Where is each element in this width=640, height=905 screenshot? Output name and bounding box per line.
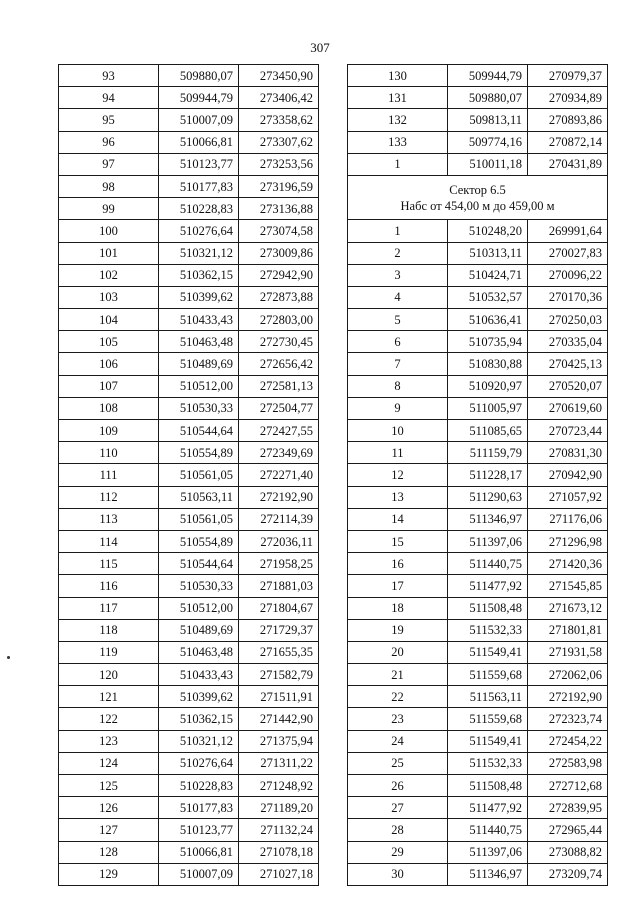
y-coordinate-cell: 272712,68 (528, 775, 608, 797)
x-coordinate-cell: 511440,75 (448, 553, 528, 575)
y-coordinate-cell: 271673,12 (528, 597, 608, 619)
point-number-cell: 113 (59, 508, 159, 530)
table-row (59, 775, 319, 797)
x-coordinate-cell: 510424,71 (448, 264, 528, 286)
point-number-cell: 118 (59, 619, 159, 641)
point-number-cell: 18 (348, 597, 448, 619)
y-coordinate-cell: 272062,06 (528, 664, 608, 686)
x-coordinate-cell: 510313,11 (448, 242, 528, 264)
table-row (348, 309, 608, 331)
y-coordinate-cell: 271881,03 (239, 575, 319, 597)
point-number-cell: 14 (348, 508, 448, 530)
table-row (348, 863, 608, 885)
x-coordinate-cell: 510554,89 (159, 530, 239, 552)
table-row (59, 708, 319, 730)
point-number-cell: 8 (348, 375, 448, 397)
x-coordinate-cell: 511532,33 (448, 752, 528, 774)
point-number-cell: 104 (59, 309, 159, 331)
point-number-cell: 16 (348, 553, 448, 575)
x-coordinate-cell: 510561,05 (159, 464, 239, 486)
y-coordinate-cell: 271078,18 (239, 841, 319, 863)
y-coordinate-cell: 271296,98 (528, 530, 608, 552)
y-coordinate-cell: 273450,90 (239, 65, 319, 87)
point-number-cell: 19 (348, 619, 448, 641)
y-coordinate-cell: 271057,92 (528, 486, 608, 508)
point-number-cell: 24 (348, 730, 448, 752)
point-number-cell: 7 (348, 353, 448, 375)
y-coordinate-cell: 271248,92 (239, 775, 319, 797)
table-row (59, 619, 319, 641)
point-number-cell: 112 (59, 486, 159, 508)
x-coordinate-cell: 509944,79 (159, 87, 239, 109)
table-row (348, 331, 608, 353)
table-row (59, 65, 319, 87)
y-coordinate-cell: 271420,36 (528, 553, 608, 575)
y-coordinate-cell: 273209,74 (528, 863, 608, 885)
table-row (59, 286, 319, 308)
table-row (59, 664, 319, 686)
table-row (59, 797, 319, 819)
point-number-cell: 21 (348, 664, 448, 686)
x-coordinate-cell: 510276,64 (159, 752, 239, 774)
x-coordinate-cell: 511397,06 (448, 530, 528, 552)
sector-title: Сектор 6.5 (449, 182, 506, 197)
point-number-cell: 11 (348, 442, 448, 464)
point-number-cell: 15 (348, 530, 448, 552)
point-number-cell: 9 (348, 397, 448, 419)
y-coordinate-cell: 270872,14 (528, 131, 608, 153)
point-number-cell: 125 (59, 775, 159, 797)
table-row (59, 131, 319, 153)
table-row (348, 775, 608, 797)
x-coordinate-cell: 511477,92 (448, 797, 528, 819)
point-number-cell: 132 (348, 109, 448, 131)
x-coordinate-cell: 510830,88 (448, 353, 528, 375)
x-coordinate-cell: 511549,41 (448, 641, 528, 663)
table-row (59, 686, 319, 708)
point-number-cell: 29 (348, 841, 448, 863)
y-coordinate-cell: 273074,58 (239, 220, 319, 242)
y-coordinate-cell: 271801,81 (528, 619, 608, 641)
x-coordinate-cell: 510362,15 (159, 708, 239, 730)
table-row (348, 752, 608, 774)
point-number-cell: 117 (59, 597, 159, 619)
table-row (59, 242, 319, 264)
table-row (348, 686, 608, 708)
point-number-cell: 105 (59, 331, 159, 353)
y-coordinate-cell: 270027,83 (528, 242, 608, 264)
x-coordinate-cell: 510561,05 (159, 508, 239, 530)
table-row (348, 264, 608, 286)
table-row (348, 353, 608, 375)
x-coordinate-cell: 511559,68 (448, 708, 528, 730)
point-number-cell: 5 (348, 309, 448, 331)
point-number-cell: 20 (348, 641, 448, 663)
x-coordinate-cell: 510007,09 (159, 109, 239, 131)
y-coordinate-cell: 270520,07 (528, 375, 608, 397)
point-number-cell: 99 (59, 198, 159, 220)
point-number-cell: 123 (59, 730, 159, 752)
x-coordinate-cell: 510228,83 (159, 198, 239, 220)
y-coordinate-cell: 271132,24 (239, 819, 319, 841)
point-number-cell: 111 (59, 464, 159, 486)
x-coordinate-cell: 511228,17 (448, 464, 528, 486)
x-coordinate-cell: 510554,89 (159, 442, 239, 464)
table-row (348, 420, 608, 442)
y-coordinate-cell: 270431,89 (528, 153, 608, 175)
x-coordinate-cell: 511290,63 (448, 486, 528, 508)
y-coordinate-cell: 270934,89 (528, 87, 608, 109)
point-number-cell: 129 (59, 863, 159, 885)
point-number-cell: 124 (59, 752, 159, 774)
x-coordinate-cell: 511085,65 (448, 420, 528, 442)
y-coordinate-cell: 273406,42 (239, 87, 319, 109)
table-row (348, 819, 608, 841)
table-row (348, 664, 608, 686)
point-number-cell: 28 (348, 819, 448, 841)
point-number-cell: 98 (59, 175, 159, 197)
table-row (59, 641, 319, 663)
point-number-cell: 17 (348, 575, 448, 597)
x-coordinate-cell: 510399,62 (159, 286, 239, 308)
x-coordinate-cell: 510920,97 (448, 375, 528, 397)
x-coordinate-cell: 509880,07 (159, 65, 239, 87)
table-row (59, 420, 319, 442)
y-coordinate-cell: 272349,69 (239, 442, 319, 464)
scan-speck (7, 656, 10, 659)
x-coordinate-cell: 509944,79 (448, 65, 528, 87)
table-row (59, 530, 319, 552)
y-coordinate-cell: 272427,55 (239, 420, 319, 442)
y-coordinate-cell: 270942,90 (528, 464, 608, 486)
x-coordinate-cell: 510228,83 (159, 775, 239, 797)
y-coordinate-cell: 271511,91 (239, 686, 319, 708)
point-number-cell: 2 (348, 242, 448, 264)
point-number-cell: 102 (59, 264, 159, 286)
table-row (348, 153, 608, 175)
point-number-cell: 106 (59, 353, 159, 375)
table-row (59, 264, 319, 286)
table-row (59, 331, 319, 353)
point-number-cell: 6 (348, 331, 448, 353)
y-coordinate-cell: 270893,86 (528, 109, 608, 131)
table-row (348, 530, 608, 552)
table-row (59, 153, 319, 175)
y-coordinate-cell: 273358,62 (239, 109, 319, 131)
x-coordinate-cell: 511532,33 (448, 619, 528, 641)
table-row (348, 87, 608, 109)
table-row (348, 508, 608, 530)
y-coordinate-cell: 271176,06 (528, 508, 608, 530)
y-coordinate-cell: 272839,95 (528, 797, 608, 819)
x-coordinate-cell: 509774,16 (448, 131, 528, 153)
y-coordinate-cell: 272730,45 (239, 331, 319, 353)
point-number-cell: 130 (348, 65, 448, 87)
table-row (348, 220, 608, 242)
x-coordinate-cell: 510066,81 (159, 131, 239, 153)
table-row (59, 575, 319, 597)
x-coordinate-cell: 511005,97 (448, 397, 528, 419)
point-number-cell: 25 (348, 752, 448, 774)
y-coordinate-cell: 271958,25 (239, 553, 319, 575)
table-row (59, 87, 319, 109)
point-number-cell: 122 (59, 708, 159, 730)
y-coordinate-cell: 269991,64 (528, 220, 608, 242)
x-coordinate-cell: 510066,81 (159, 841, 239, 863)
point-number-cell: 30 (348, 863, 448, 885)
y-coordinate-cell: 272454,22 (528, 730, 608, 752)
x-coordinate-cell: 510007,09 (159, 863, 239, 885)
table-row (348, 109, 608, 131)
x-coordinate-cell: 511563,11 (448, 686, 528, 708)
y-coordinate-cell: 270425,13 (528, 353, 608, 375)
x-coordinate-cell: 510563,11 (159, 486, 239, 508)
point-number-cell: 1 (348, 153, 448, 175)
x-coordinate-cell: 510399,62 (159, 686, 239, 708)
y-coordinate-cell: 272583,98 (528, 752, 608, 774)
point-number-cell: 119 (59, 641, 159, 663)
sector-subtitle: Набс от 454,00 м до 459,00 м (400, 198, 555, 213)
point-number-cell: 114 (59, 530, 159, 552)
table-row (59, 353, 319, 375)
point-number-cell: 94 (59, 87, 159, 109)
y-coordinate-cell: 273009,86 (239, 242, 319, 264)
y-coordinate-cell: 272271,40 (239, 464, 319, 486)
y-coordinate-cell: 272036,11 (239, 530, 319, 552)
x-coordinate-cell: 510512,00 (159, 597, 239, 619)
point-number-cell: 96 (59, 131, 159, 153)
sector-header-row (348, 175, 608, 219)
table-row (59, 175, 319, 197)
table-row (59, 198, 319, 220)
y-coordinate-cell: 271375,94 (239, 730, 319, 752)
table-row (59, 486, 319, 508)
point-number-cell: 93 (59, 65, 159, 87)
y-coordinate-cell: 271804,67 (239, 597, 319, 619)
y-coordinate-cell: 271311,22 (239, 752, 319, 774)
y-coordinate-cell: 270250,03 (528, 309, 608, 331)
table-row (348, 131, 608, 153)
y-coordinate-cell: 271189,20 (239, 797, 319, 819)
x-coordinate-cell: 510276,64 (159, 220, 239, 242)
table-row (59, 109, 319, 131)
point-number-cell: 131 (348, 87, 448, 109)
y-coordinate-cell: 270096,22 (528, 264, 608, 286)
x-coordinate-cell: 510433,43 (159, 664, 239, 686)
page-number: 307 (310, 40, 330, 55)
y-coordinate-cell: 271655,35 (239, 641, 319, 663)
table-row (348, 597, 608, 619)
table-row (348, 65, 608, 87)
point-number-cell: 101 (59, 242, 159, 264)
y-coordinate-cell: 270723,44 (528, 420, 608, 442)
x-coordinate-cell: 510362,15 (159, 264, 239, 286)
table-row (348, 242, 608, 264)
point-number-cell: 108 (59, 397, 159, 419)
point-number-cell: 116 (59, 575, 159, 597)
x-coordinate-cell: 510544,64 (159, 420, 239, 442)
x-coordinate-cell: 510489,69 (159, 353, 239, 375)
x-coordinate-cell: 510123,77 (159, 153, 239, 175)
x-coordinate-cell: 511440,75 (448, 819, 528, 841)
point-number-cell: 121 (59, 686, 159, 708)
table-row (59, 508, 319, 530)
table-row (348, 841, 608, 863)
x-coordinate-cell: 510321,12 (159, 242, 239, 264)
y-coordinate-cell: 271729,37 (239, 619, 319, 641)
y-coordinate-cell: 272192,90 (528, 686, 608, 708)
x-coordinate-cell: 509813,11 (448, 109, 528, 131)
table-row (348, 286, 608, 308)
table-row (348, 730, 608, 752)
sector-header-cell (348, 175, 608, 219)
x-coordinate-cell: 510463,48 (159, 331, 239, 353)
point-number-cell: 95 (59, 109, 159, 131)
y-coordinate-cell: 273253,56 (239, 153, 319, 175)
table-row (348, 619, 608, 641)
point-number-cell: 4 (348, 286, 448, 308)
point-number-cell: 107 (59, 375, 159, 397)
table-row (348, 486, 608, 508)
table-row (348, 708, 608, 730)
table-row (59, 819, 319, 841)
point-number-cell: 128 (59, 841, 159, 863)
x-coordinate-cell: 510489,69 (159, 619, 239, 641)
x-coordinate-cell: 510321,12 (159, 730, 239, 752)
y-coordinate-cell: 273136,88 (239, 198, 319, 220)
x-coordinate-cell: 510011,18 (448, 153, 528, 175)
y-coordinate-cell: 271931,58 (528, 641, 608, 663)
point-number-cell: 100 (59, 220, 159, 242)
y-coordinate-cell: 272942,90 (239, 264, 319, 286)
point-number-cell: 126 (59, 797, 159, 819)
y-coordinate-cell: 272192,90 (239, 486, 319, 508)
point-number-cell: 97 (59, 153, 159, 175)
y-coordinate-cell: 271545,85 (528, 575, 608, 597)
point-number-cell: 26 (348, 775, 448, 797)
table-row (59, 841, 319, 863)
x-coordinate-cell: 510463,48 (159, 641, 239, 663)
table-row (59, 309, 319, 331)
y-coordinate-cell: 270335,04 (528, 331, 608, 353)
y-coordinate-cell: 270619,60 (528, 397, 608, 419)
x-coordinate-cell: 510433,43 (159, 309, 239, 331)
point-number-cell: 127 (59, 819, 159, 841)
table-row (59, 464, 319, 486)
x-coordinate-cell: 510512,00 (159, 375, 239, 397)
x-coordinate-cell: 511549,41 (448, 730, 528, 752)
x-coordinate-cell: 510123,77 (159, 819, 239, 841)
point-number-cell: 109 (59, 420, 159, 442)
table-row (348, 397, 608, 419)
x-coordinate-cell: 511508,48 (448, 597, 528, 619)
y-coordinate-cell: 272873,88 (239, 286, 319, 308)
table-row (348, 575, 608, 597)
y-coordinate-cell: 271582,79 (239, 664, 319, 686)
coordinates-table-left (58, 64, 319, 886)
point-number-cell: 13 (348, 486, 448, 508)
x-coordinate-cell: 511346,97 (448, 508, 528, 530)
table-row (348, 375, 608, 397)
y-coordinate-cell: 271027,18 (239, 863, 319, 885)
y-coordinate-cell: 270831,30 (528, 442, 608, 464)
table-row (59, 397, 319, 419)
table-row (348, 464, 608, 486)
y-coordinate-cell: 272323,74 (528, 708, 608, 730)
table-row (59, 863, 319, 885)
point-number-cell: 133 (348, 131, 448, 153)
y-coordinate-cell: 270979,37 (528, 65, 608, 87)
x-coordinate-cell: 511559,68 (448, 664, 528, 686)
point-number-cell: 120 (59, 664, 159, 686)
table-row (59, 375, 319, 397)
y-coordinate-cell: 273196,59 (239, 175, 319, 197)
x-coordinate-cell: 510530,33 (159, 397, 239, 419)
y-coordinate-cell: 272581,13 (239, 375, 319, 397)
x-coordinate-cell: 510544,64 (159, 553, 239, 575)
x-coordinate-cell: 510177,83 (159, 797, 239, 819)
y-coordinate-cell: 272656,42 (239, 353, 319, 375)
x-coordinate-cell: 510177,83 (159, 175, 239, 197)
x-coordinate-cell: 510248,20 (448, 220, 528, 242)
y-coordinate-cell: 273088,82 (528, 841, 608, 863)
table-row (59, 442, 319, 464)
table-row (348, 641, 608, 663)
point-number-cell: 23 (348, 708, 448, 730)
x-coordinate-cell: 509880,07 (448, 87, 528, 109)
point-number-cell: 22 (348, 686, 448, 708)
point-number-cell: 10 (348, 420, 448, 442)
table-row (59, 597, 319, 619)
point-number-cell: 115 (59, 553, 159, 575)
x-coordinate-cell: 510530,33 (159, 575, 239, 597)
point-number-cell: 3 (348, 264, 448, 286)
table-row (59, 752, 319, 774)
table-row (348, 797, 608, 819)
table-row (348, 442, 608, 464)
y-coordinate-cell: 272803,00 (239, 309, 319, 331)
table-row (59, 553, 319, 575)
y-coordinate-cell: 273307,62 (239, 131, 319, 153)
x-coordinate-cell: 511159,79 (448, 442, 528, 464)
point-number-cell: 103 (59, 286, 159, 308)
table-row (348, 553, 608, 575)
x-coordinate-cell: 511346,97 (448, 863, 528, 885)
x-coordinate-cell: 510735,94 (448, 331, 528, 353)
point-number-cell: 1 (348, 220, 448, 242)
y-coordinate-cell: 272504,77 (239, 397, 319, 419)
x-coordinate-cell: 511477,92 (448, 575, 528, 597)
x-coordinate-cell: 510636,41 (448, 309, 528, 331)
y-coordinate-cell: 271442,90 (239, 708, 319, 730)
x-coordinate-cell: 511397,06 (448, 841, 528, 863)
point-number-cell: 110 (59, 442, 159, 464)
point-number-cell: 12 (348, 464, 448, 486)
coordinates-table-right (347, 64, 608, 886)
table-row (59, 730, 319, 752)
x-coordinate-cell: 510532,57 (448, 286, 528, 308)
x-coordinate-cell: 511508,48 (448, 775, 528, 797)
table-row (59, 220, 319, 242)
point-number-cell: 27 (348, 797, 448, 819)
y-coordinate-cell: 272965,44 (528, 819, 608, 841)
y-coordinate-cell: 270170,36 (528, 286, 608, 308)
y-coordinate-cell: 272114,39 (239, 508, 319, 530)
